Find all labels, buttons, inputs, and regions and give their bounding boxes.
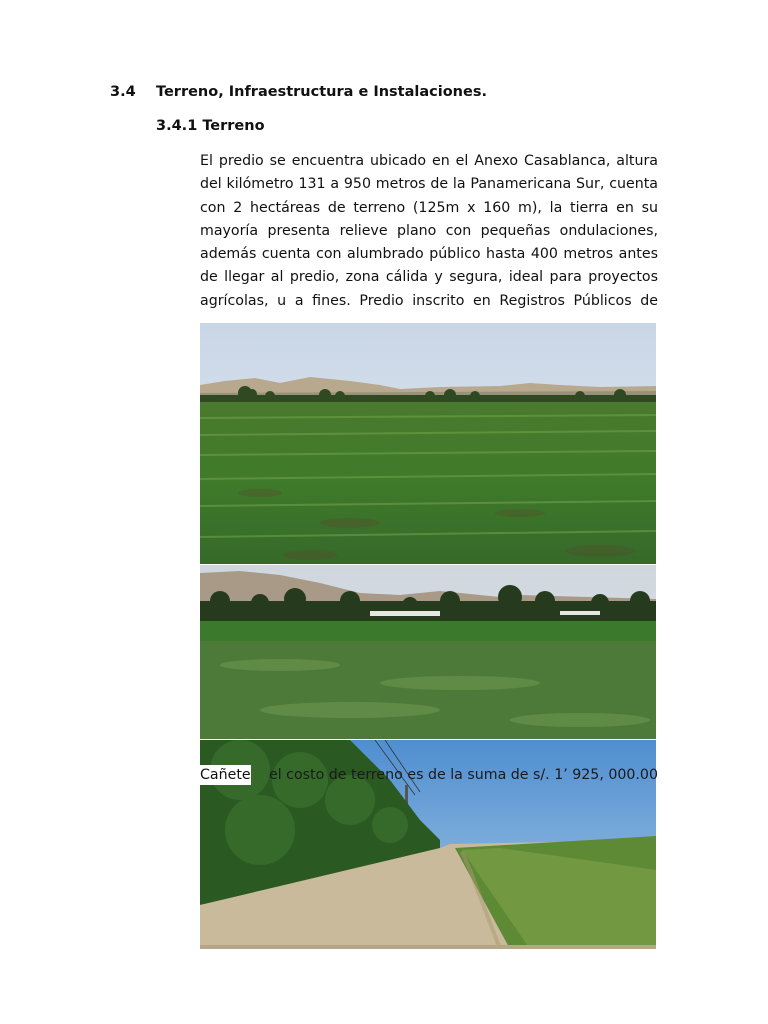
section-title: Terreno, Infraestructura e Instalaciones. — [156, 84, 487, 100]
cost-text-line — [200, 765, 658, 785]
paragraph-line: El predio se encuentra ubicado en el Anexo Casablanca, altura — [200, 153, 658, 169]
cost-text: el costo de terreno es de la suma de s/. 1’ 925, 000.00 — [268, 767, 658, 783]
paragraph-line: del kilómetro 131 a 950 metros de la Panamericana Sur, cuenta — [200, 176, 658, 193]
paragraph-line: agrícolas, u a fines. Predio inscrito en Registros Públicos de — [200, 292, 658, 309]
photo-field-trees — [200, 565, 656, 739]
section-number: 3.4 — [110, 84, 136, 100]
paragraph-line: mayoría presenta relieve plano con pequeñas ondulaciones, — [200, 222, 658, 239]
photo-field-wide — [200, 323, 656, 564]
body-paragraph — [200, 150, 658, 313]
paragraph-line: de llegar al predio, zona cálida y segura, ideal para proyectos — [200, 269, 658, 286]
highlighted-word: Cañete — [200, 767, 251, 783]
paragraph-line: además cuenta con alumbrado público hasta 400 metros antes — [200, 246, 658, 263]
subsection-title: 3.4.1 Terreno — [156, 118, 265, 134]
paragraph-line: con 2 hectáreas de terreno (125m x 160 m), la tierra en su — [200, 199, 658, 216]
